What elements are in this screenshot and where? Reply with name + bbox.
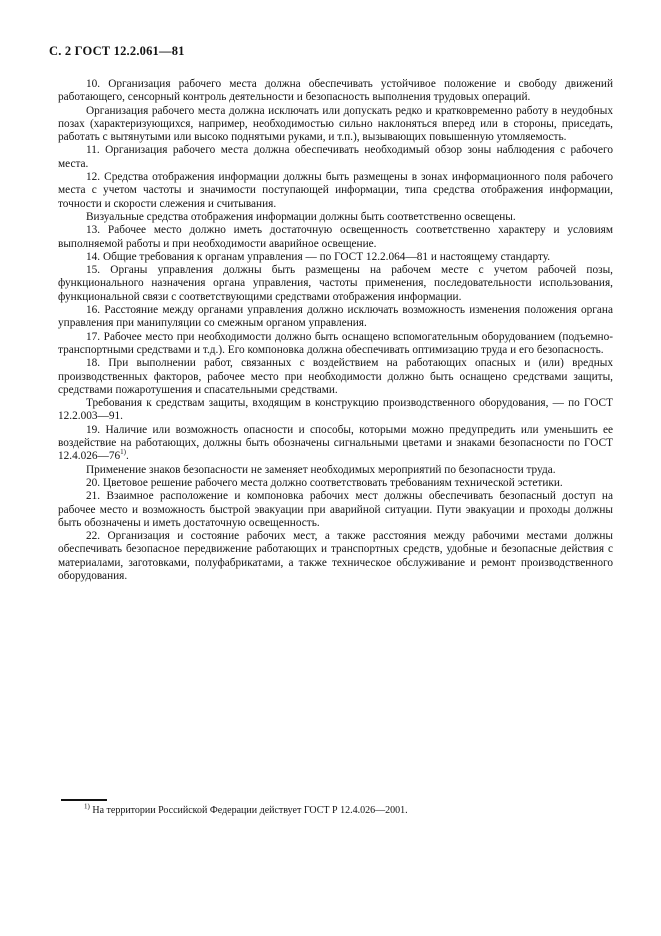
paragraph: 14. Общие требования к органам управления — по ГОСТ 12.2.064—81 и настоящему стандарту. [86,250,551,263]
paragraph: 16. Расстояние между органами управления должно исключать возможность изменения положения органа управления при манипуляции со смежным органом управления. [58,304,613,330]
paragraph: 17. Рабочее место при необходимости должно быть оснащено вспомогательным оборудованием (подъемно-транспортными средствами и т.д.). Его компоновка должна обеспечивать оптимизацию труда и его безопасность. [58,330,613,356]
page-header: С. 2 ГОСТ 12.2.061—81 [49,44,185,58]
document-body [58,78,613,583]
paragraph: 15. Органы управления должны быть размещены на рабочем месте с учетом рабочей позы, функционального назначения органа управления, частоты применения, последовательности использования, функциональной связи с соответствующими средствами отображения информации. [58,264,613,303]
paragraph: 22. Организация и состояние рабочих мест, а также расстояния между рабочими местами должны обеспечивать безопасное передвижение работающих и транспортных средств, удобные и безопасные действия с материалами, заготовками, полуфабрикатами, а также техническое обслуживание и ремонт производственного оборудования. [58,530,613,582]
paragraph: 13. Рабочее место должно иметь достаточную освещенность соответственно характеру и условиям выполняемой работы и при необходимости аварийное освещение. [58,224,613,250]
footnote [58,799,613,818]
paragraph: Визуальные средства отображения информации должны быть соответственно освещены. [86,210,516,223]
paragraph: 19. Наличие или возможность опасности и способы, которыми можно предупредить или уменьшить ее воздействие на работающих, должны быть обозначены сигнальными цветами и знаками безопасности по ГОСТ 12.4.026—76$^{1)}$. [58,423,613,463]
paragraph: 18. При выполнении работ, связанных с воздействием на работающих опасных и (или) вредных производственных факторов, рабочее место при необходимости должно быть оснащено средствами защиты, средствами пожаротушения и спасательными средствами. [58,357,613,396]
paragraph: 11. Организация рабочего места должна обеспечивать необходимый обзор зоны наблюдения с рабочего места. [58,144,613,170]
footnote-divider [61,799,107,801]
paragraph: 21. Взаимное расположение и компоновка рабочих мест должны обеспечивать безопасный доступ на рабочее место и возможность быстрой эвакуации при аварийной ситуации. Пути эвакуации и проходы должны быть обозначены и иметь достаточную освещенность. [58,490,613,529]
paragraph: 10. Организация рабочего места должна обеспечивать устойчивое положение и свободу движений работающего, сенсорный контроль деятельности и безопасность выполнения трудовых операций. [58,78,613,104]
paragraph: 20. Цветовое решение рабочего места должно соответствовать требованиям технической эстетики. [86,476,563,489]
footnote-text [58,802,613,818]
paragraph: Применение знаков безопасности не заменяет необходимых мероприятий по безопасности труда. [86,463,556,476]
paragraph: Организация рабочего места должна исключать или допускать редко и кратковременно работу в неудобных позах (характеризующихся, например, необходимостью сильно наклоняться вперед или в стороны, приседать, работать с вытянутыми или высоко поднятыми руками, и т.п.), вызывающих повышенную утомляемость. [58,104,613,144]
footnote-marker: 1) [84,802,90,811]
paragraph: 12. Средства отображения информации должны быть размещены в зонах информационного поля рабочего места с учетом частоты и значимости поступающей информации, типа средства отображения информации, точности и скорости слежения и считывания. [58,171,613,210]
footnote-reference: 1) [120,448,126,457]
paragraph: Требования к средствам защиты, входящим в конструкцию производственного оборудования, — по ГОСТ 12.2.003—91. [58,397,613,423]
footnote-body: На территории Российской Федерации действует ГОСТ Р 12.4.026—2001. [92,805,408,816]
